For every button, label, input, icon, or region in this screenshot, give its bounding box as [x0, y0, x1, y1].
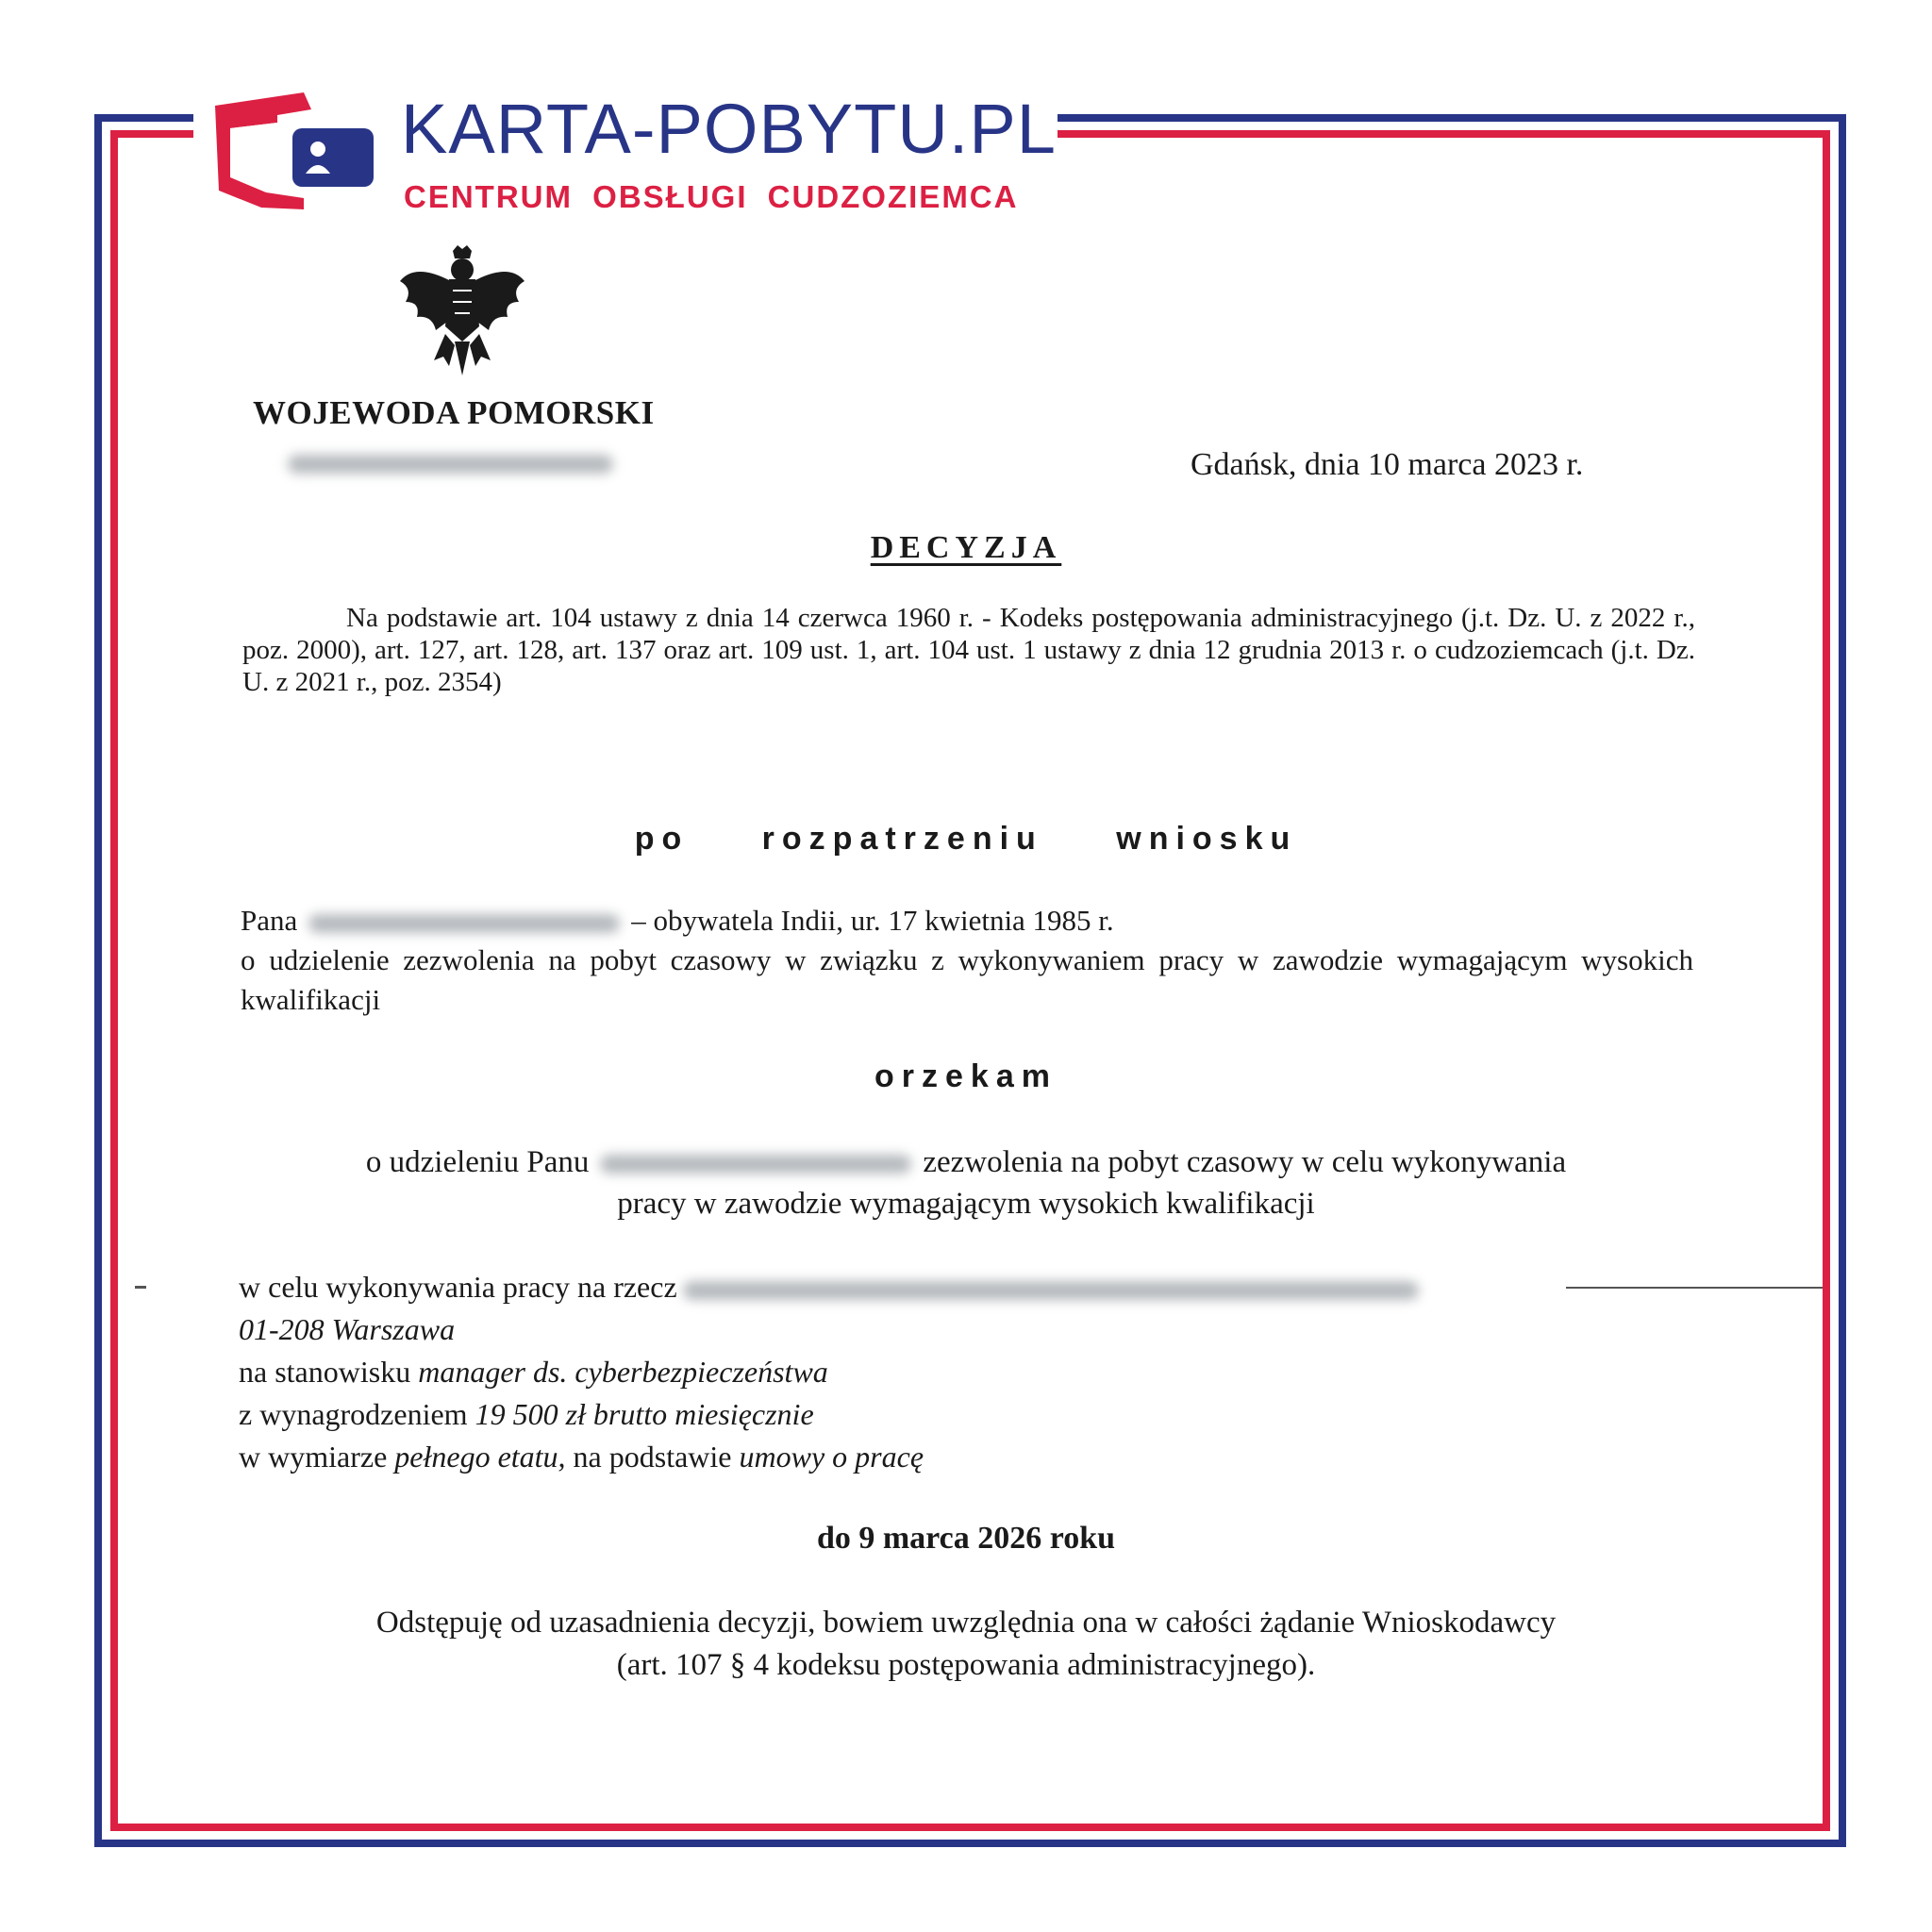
basis-value: umowy o pracę [739, 1440, 924, 1474]
redacted-grant-name [600, 1155, 911, 1174]
scan-mark [135, 1286, 146, 1289]
grant-line-2: pracy w zawodzie wymagającym wysokich kwalifikacji [617, 1187, 1315, 1221]
waiver-paragraph [0, 1602, 1932, 1687]
salary-value: 19 500 zł brutto miesięcznie [475, 1397, 814, 1431]
employment-details [239, 1266, 1419, 1478]
redacted-employer [683, 1281, 1419, 1300]
scope-label: w wymiarze [239, 1440, 388, 1474]
employer-prefix: w celu wykonywania pracy na rzecz [239, 1270, 677, 1304]
ruling-heading: orzekam [874, 1058, 1058, 1094]
applicant-paragraph [241, 901, 1693, 1020]
brand-subtitle: CENTRUM OBSŁUGI CUDZOZIEMCA [404, 179, 1019, 214]
applicant-line [241, 904, 1114, 937]
authority-name: WOJEWODA POMORSKI [253, 394, 655, 431]
id-card-hand-icon [209, 87, 375, 209]
grant-prefix: o udzieleniu Panu [365, 1145, 590, 1179]
grant-paragraph [0, 1141, 1932, 1224]
position-value: manager ds. cyberbezpieczeństwa [418, 1355, 828, 1389]
applicant-details: – obywatela Indii, ur. 17 kwietnia 1985 r. [631, 904, 1114, 937]
redacted-reference-number [288, 455, 613, 474]
waiver-line-2: (art. 107 § 4 kodeksu postępowania administracyjnego). [616, 1648, 1316, 1682]
redacted-applicant-name [308, 914, 620, 933]
scope-value: pełnego etatu, [394, 1440, 566, 1474]
valid-until: do 9 marca 2026 roku [816, 1521, 1116, 1556]
scan-strike-line [1566, 1287, 1823, 1289]
salary-label: z wynagrodzeniem [239, 1397, 468, 1431]
basis-label: na podstawie [573, 1440, 732, 1474]
grant-suffix: zezwolenia na pobyt czasowy w celu wykonywania [923, 1145, 1567, 1179]
applicant-prefix: Pana [241, 904, 298, 937]
legal-basis-paragraph: Na podstawie art. 104 ustawy z dnia 14 czerwca 1960 r. - Kodeks postępowania administracyjnego (j.t. Dz. U. z 2022 r., poz. 2000), art. 127, art. 128, art. 137 oraz art. 109 ust. 1, art. 104 ust. 1 ustawy z dnia 12 grudnia 2013 r. o cudzoziemcach (j.t. Dz. U. z 2021 r., poz. 2354) [242, 603, 1695, 697]
employer-city: 01-208 Warszawa [239, 1312, 456, 1346]
request-text: o udzielenie zezwolenia na pobyt czasowy w związku z wykonywaniem pracy w zawodzie wymagającym wysokich kwalifikacji [241, 943, 1693, 1016]
place-and-date: Gdańsk, dnia 10 marca 2023 r. [1191, 447, 1584, 482]
decision-title: DECYZJA [870, 530, 1062, 565]
polish-eagle-emblem-icon [396, 243, 528, 385]
waiver-line-1: Odstępuję od uzasadnienia decyzji, bowiem uwzględnia ona w całości żądanie Wnioskodawcy [375, 1606, 1557, 1640]
after-review-heading: po rozpatrzeniu wniosku [634, 821, 1298, 857]
position-label: na stanowisku [239, 1355, 411, 1389]
brand-title: KARTA-POBYTU.PL [401, 90, 1057, 168]
